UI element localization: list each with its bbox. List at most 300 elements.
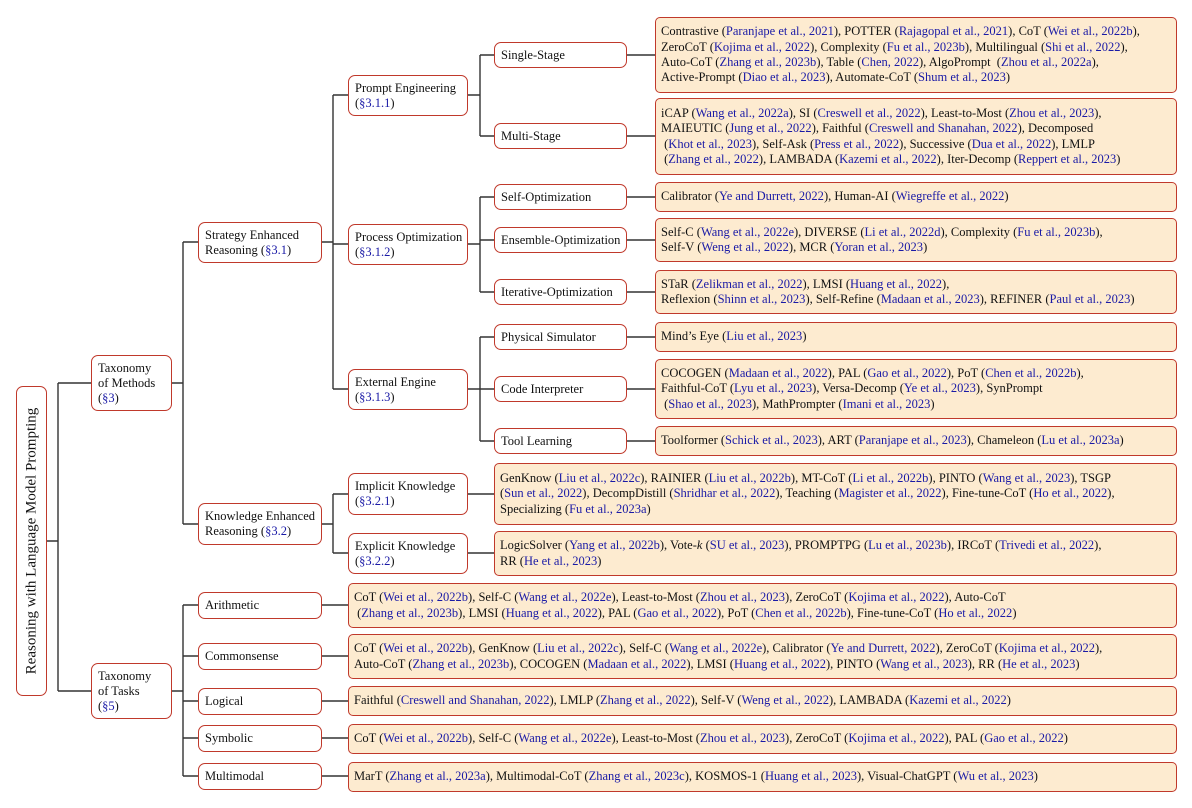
node-label-line: Taxonomy <box>98 360 152 375</box>
method-text: CoT ( <box>354 731 384 746</box>
node-commonsense <box>198 643 322 670</box>
leaf-line <box>661 152 1171 167</box>
citation-link[interactable]: Yoran et al., 2023 <box>834 240 924 254</box>
citation-link[interactable]: Weng et al., 2022 <box>701 240 789 254</box>
node-ensemble-optimization <box>494 227 627 253</box>
citation-link[interactable]: Zhang et al., 2022 <box>600 693 691 708</box>
node-label-line: (§3) <box>98 390 119 405</box>
citation-link[interactable]: Shi et al., 2022 <box>1045 39 1121 54</box>
citation-link[interactable]: Liu et al., 2022c <box>558 470 641 485</box>
citation-link[interactable]: Li et al., 2022b <box>852 470 929 485</box>
node-self-optimization <box>494 184 627 210</box>
node-label-line: (§3.2.1) <box>355 494 395 508</box>
leaf-code-interpreter <box>655 359 1177 419</box>
method-text: ), AlgoPrompt ( <box>919 55 1001 69</box>
leaf-line <box>354 693 1171 708</box>
leaf-ensemble-optimization <box>655 218 1177 262</box>
leaf-line <box>661 366 1171 381</box>
method-text: ), Complexity ( <box>940 224 1018 239</box>
leaf-line <box>661 397 1171 412</box>
leaf-self-optimization <box>655 182 1177 212</box>
method-text: ), PINTO ( <box>928 470 983 485</box>
method-text: ), SI ( <box>788 105 818 120</box>
method-text: ), COCOGEN ( <box>509 656 588 671</box>
leaf-line <box>661 55 1171 70</box>
leaf-line <box>354 657 1171 672</box>
method-text: ), POTTER ( <box>833 24 899 39</box>
citation-link[interactable]: Sun et al., 2022 <box>504 486 583 501</box>
leaf-line <box>661 70 1171 85</box>
method-text: ), ZeroCoT ( <box>935 641 999 656</box>
leaf-implicit-knowledge <box>494 463 1177 525</box>
method-text: Faithful ( <box>354 693 401 708</box>
method-text: ), Table ( <box>816 55 862 69</box>
citation-link[interactable]: Gao et al., 2022 <box>984 731 1064 746</box>
node-label-line: Explicit Knowledge <box>355 538 456 553</box>
connector-task-leaves <box>322 605 348 776</box>
method-text: ), PROMPTPG ( <box>784 538 869 553</box>
method-text: ), DIVERSE ( <box>794 224 865 239</box>
method-text: ), KOSMOS-1 ( <box>684 769 765 784</box>
method-text: ), MathPrompter ( <box>751 396 843 411</box>
citation-link[interactable]: Zhang et al., 2023b <box>719 55 817 69</box>
root-label: Reasoning with Language Model Prompting <box>23 407 39 675</box>
citation-link[interactable]: Imani et al., 2023 <box>842 396 931 411</box>
node-label-line: Multi-Stage <box>501 128 561 143</box>
method-text: ), Auto-CoT <box>944 590 1006 605</box>
citation-link[interactable]: Diao et al., 2023 <box>742 70 826 85</box>
citation-link[interactable]: Wang et al., 2022e <box>518 590 612 605</box>
method-text: Self-V ( <box>661 240 702 254</box>
node-label-line: Tool Learning <box>501 433 572 448</box>
citation-link[interactable]: Press et al., 2022 <box>814 136 900 151</box>
citation-link[interactable]: Creswell and Shanahan, 2022 <box>400 693 550 708</box>
method-text: ) <box>646 501 651 516</box>
citation-link[interactable]: Zhang et al., 2022 <box>668 151 759 166</box>
node-multi-stage <box>494 123 627 149</box>
method-text: GenKnow ( <box>500 470 559 485</box>
citation-link[interactable]: Kojima et al., 2022 <box>998 641 1095 656</box>
citation-link[interactable]: Ho et al., 2022 <box>938 605 1013 620</box>
citation-link[interactable]: Wang et al., 2022e <box>669 641 763 656</box>
citation-link[interactable]: Magister et al., 2022 <box>838 486 942 501</box>
citation-link[interactable]: Khot et al., 2023 <box>668 136 752 151</box>
citation-link[interactable]: Wei et al., 2022b <box>383 641 469 656</box>
citation-link[interactable]: Schick et al., 2023 <box>725 433 818 448</box>
method-text: CoT ( <box>354 590 384 605</box>
citation-link[interactable]: Huang et al., 2022 <box>733 656 826 671</box>
method-text: ), TSGP <box>1070 470 1111 485</box>
method-text: ), <box>1132 24 1140 39</box>
method-text: ), LMSI ( <box>686 656 734 671</box>
citation-link[interactable]: Liu et al., 2022c <box>537 641 619 656</box>
method-text: ), ZeroCoT ( <box>785 731 849 746</box>
node-label-line: Strategy Enhanced <box>205 227 300 242</box>
method-text: ), PAL ( <box>944 731 985 746</box>
node-label-line: External Engine <box>355 374 436 389</box>
method-text: ), <box>1094 105 1102 120</box>
citation-link[interactable]: Yang et al., 2022b <box>569 538 660 553</box>
leaf-line <box>661 329 1171 344</box>
method-text: ) <box>930 396 935 411</box>
method-text: ), Self-C ( <box>468 590 519 605</box>
node-label-line: (§3.1.1) <box>355 95 395 110</box>
connector-root <box>47 383 91 691</box>
method-text: ), Fine-tune-CoT ( <box>941 486 1034 501</box>
method-text: ) <box>1116 151 1121 166</box>
method-text: ), LMSI ( <box>802 276 851 291</box>
method-text: Faithful-CoT ( <box>661 381 735 396</box>
node-label-line: (§3.1.3) <box>355 389 395 404</box>
citation-link[interactable]: Jung et al., 2022 <box>729 121 812 136</box>
citation-link[interactable]: Fu et al., 2023b <box>886 39 965 54</box>
leaf-line <box>661 433 1171 448</box>
citation-link[interactable]: Paranjape et al., 2021 <box>725 24 834 39</box>
citation-link[interactable]: Zhou et al., 2022a <box>1000 55 1092 69</box>
citation-link[interactable]: Ho et al., 2022 <box>1033 486 1108 501</box>
citation-link[interactable]: Weng et al., 2022 <box>741 693 829 708</box>
node-external-engine <box>348 369 468 410</box>
citation-link[interactable]: Shridhar et al., 2022 <box>673 486 776 501</box>
method-text: ( <box>661 151 669 166</box>
citation-link[interactable]: Gao et al., 2022 <box>637 605 717 620</box>
citation-link[interactable]: Wang et al., 2023 <box>880 656 968 671</box>
method-text: Self-C ( <box>661 224 701 239</box>
method-text: RR ( <box>500 553 524 568</box>
method-text: ), <box>1076 365 1084 380</box>
leaf-symbolic <box>348 724 1177 754</box>
node-implicit-knowledge <box>348 473 468 515</box>
method-text: ), LMLP ( <box>549 693 601 708</box>
citation-link[interactable]: Madaan et al., 2023 <box>880 292 980 306</box>
citation-link[interactable]: Zelikman et al., 2022 <box>695 276 803 291</box>
leaf-logical <box>348 686 1177 716</box>
citation-link[interactable]: Fu et al., 2023b <box>1017 224 1096 239</box>
method-text: ), LMLP <box>1051 136 1095 151</box>
citation-link[interactable]: Creswell and Shanahan, 2022 <box>868 121 1018 136</box>
connector-methods <box>172 242 198 524</box>
method-text: COCOGEN ( <box>661 365 729 380</box>
node-logical <box>198 688 322 715</box>
method-text: ), Faithful ( <box>811 121 869 136</box>
root-node <box>16 386 47 696</box>
leaf-line <box>661 277 1171 292</box>
method-text: ) <box>1075 656 1080 671</box>
method-text: ), DecompDistill ( <box>582 486 674 501</box>
method-text: ), Calibrator ( <box>762 641 831 656</box>
node-arithmetic <box>198 592 322 619</box>
method-text: iCAP ( <box>661 105 696 120</box>
citation-link[interactable]: Wang et al., 2023 <box>982 470 1071 485</box>
method-text: ) <box>1130 292 1135 306</box>
leaf-iterative-optimization <box>655 270 1177 314</box>
method-text: ), PINTO ( <box>825 656 881 671</box>
connector-process <box>468 197 494 292</box>
citation-link[interactable]: Wang et al., 2022a <box>695 105 789 120</box>
method-text: ) <box>1005 70 1011 85</box>
leaf-line <box>661 121 1171 136</box>
node-label-line: Single-Stage <box>501 47 565 62</box>
method-text: MarT ( <box>354 769 390 784</box>
method-text: ), PAL ( <box>597 605 638 620</box>
leaf-line <box>500 554 1171 569</box>
method-text: ) <box>1012 605 1017 620</box>
connector-prompt <box>468 55 494 136</box>
node-label-line: Symbolic <box>205 731 253 745</box>
node-label-line: Knowledge Enhanced <box>205 509 316 523</box>
citation-link[interactable]: Zhang et al., 2023b <box>412 656 510 671</box>
method-text: ), Self-V ( <box>690 693 742 708</box>
method-text: Mind’s Eye ( <box>661 329 727 344</box>
leaf-multi-stage <box>655 98 1177 175</box>
node-label-line: Physical Simulator <box>501 329 596 344</box>
citation-link[interactable]: Chen et al., 2022b <box>755 605 847 620</box>
leaf-tool-learning <box>655 426 1177 456</box>
method-text: ), <box>1107 486 1115 501</box>
method-text: ( <box>661 136 669 151</box>
method-text: ), Least-to-Most ( <box>611 731 700 746</box>
leaf-line <box>354 641 1171 656</box>
method-text: ) <box>1063 731 1068 746</box>
citation-link[interactable]: Huang et al., 2022 <box>505 605 598 620</box>
citation-link[interactable]: Ye et al., 2023 <box>903 381 976 396</box>
node-physical-simulator <box>494 324 627 350</box>
citation-link[interactable]: Ye and Durrett, 2022 <box>830 641 936 656</box>
method-text: Toolformer ( <box>661 433 726 448</box>
citation-link[interactable]: Wiegreffe et al., 2022 <box>895 189 1005 204</box>
node-strategy <box>198 222 322 263</box>
node-label-line: Iterative-Optimization <box>501 284 613 299</box>
node-label-line: Reasoning (§3.1) <box>205 242 292 257</box>
method-text: ), Vote- <box>659 538 697 553</box>
citation-link[interactable]: Kazemi et al., 2022 <box>839 151 937 166</box>
leaf-line <box>661 106 1171 121</box>
citation-link[interactable]: Lu et al., 2023b <box>868 538 947 553</box>
method-text: ) <box>597 553 602 568</box>
method-text: ), PoT ( <box>946 365 986 380</box>
method-text: ), Self-C ( <box>468 731 519 746</box>
citation-link[interactable]: Kazemi et al., 2022 <box>909 693 1007 708</box>
method-text: ), Successive ( <box>899 136 972 151</box>
citation-link[interactable]: Wei et al., 2022b <box>383 731 469 746</box>
leaf-line <box>500 502 1171 517</box>
leaf-line <box>500 486 1171 501</box>
method-text: ), CoT ( <box>1008 24 1048 39</box>
method-text: ), Self-Refine ( <box>805 292 881 306</box>
method-text: ), LAMBADA ( <box>828 693 910 708</box>
citation-link[interactable]: Shum et al., 2023 <box>918 70 1006 85</box>
leaf-line <box>661 292 1171 307</box>
node-iterative-optimization <box>494 279 627 305</box>
method-text: ), <box>1094 538 1102 553</box>
method-text: Specializing ( <box>500 501 570 516</box>
leaf-line <box>661 189 1171 204</box>
connector-knowledge <box>322 494 348 553</box>
method-text: ), Least-to-Most ( <box>611 590 700 605</box>
method-text: ( <box>661 396 669 411</box>
leaf-line <box>500 538 1171 553</box>
node-label-line: (§3.1.2) <box>355 244 395 259</box>
leaf-multimodal <box>348 762 1177 792</box>
method-text: ) <box>1119 433 1124 448</box>
citation-link[interactable]: Huang et al., 2022 <box>850 276 943 291</box>
citation-link[interactable]: Rajagopal et al., 2021 <box>898 24 1009 39</box>
citation-link[interactable]: Wei et al., 2022b <box>383 590 469 605</box>
citation-link[interactable]: Li et al., 2022d <box>864 224 941 239</box>
node-knowledge <box>198 503 322 545</box>
citation-link[interactable]: Shinn et al., 2023 <box>717 292 806 306</box>
node-label-line: Commonsense <box>205 649 279 663</box>
citation-link[interactable]: Kojima et al., 2022 <box>848 590 945 605</box>
node-label-line: Code Interpreter <box>501 381 584 396</box>
citation-link[interactable]: Zhou et al., 2023 <box>699 590 786 605</box>
citation-link[interactable]: Paranjape et al., 2023 <box>858 433 967 448</box>
citation-link[interactable]: He et al., 2023 <box>523 553 598 568</box>
node-code-interpreter <box>494 376 627 402</box>
method-text: ZeroCoT ( <box>661 39 714 54</box>
method-text: ), Self-C ( <box>618 641 670 656</box>
method-text: ), <box>1095 224 1103 239</box>
method-text: ), GenKnow ( <box>468 641 538 656</box>
node-methods <box>91 355 172 411</box>
leaf-line <box>661 24 1171 39</box>
method-text: ), Human-AI ( <box>823 189 896 204</box>
citation-link[interactable]: Wu et al., 2023 <box>957 769 1034 784</box>
citation-link[interactable]: Zhou et al., 2023 <box>1009 105 1095 120</box>
method-text: ), <box>1094 641 1103 656</box>
method-text: ), Self-Ask ( <box>751 136 815 151</box>
citation-link[interactable]: Lyu et al., 2023 <box>734 381 813 396</box>
leaf-line <box>354 606 1171 621</box>
method-text: ), <box>1120 39 1128 54</box>
method-text: STaR ( <box>661 276 696 291</box>
leaf-line <box>661 240 1171 255</box>
citation-link[interactable]: Fu et al., 2023a <box>569 501 647 516</box>
method-text: ), Multimodal-CoT ( <box>485 769 589 784</box>
method-text: Active-Prompt ( <box>661 70 743 85</box>
method-text: ) <box>923 240 928 254</box>
citation-link[interactable]: Shao et al., 2023 <box>668 396 752 411</box>
method-text: ), MCR ( <box>788 240 835 254</box>
node-tool-learning <box>494 428 627 454</box>
method-text: ), ZeroCoT ( <box>785 590 849 605</box>
citation-link[interactable]: Zhang et al., 2023a <box>389 769 486 784</box>
method-text: ), <box>1091 55 1099 69</box>
node-single-stage <box>494 42 627 68</box>
node-label-line: of Tasks <box>98 683 140 698</box>
citation-link[interactable]: Creswell et al., 2022 <box>817 105 921 120</box>
citation-link[interactable]: Madaan et al., 2022 <box>728 365 828 380</box>
citation-link[interactable]: Gao et al., 2022 <box>867 365 947 380</box>
citation-link[interactable]: Reppert et al., 2023 <box>1017 151 1117 166</box>
method-text: ( <box>354 605 362 620</box>
method-text: ), LMSI ( <box>458 605 506 620</box>
method-text: ), Automate-CoT ( <box>825 70 919 85</box>
node-label-line: Taxonomy <box>98 668 152 683</box>
method-text: ( <box>702 538 710 553</box>
citation-link[interactable]: He et al., 2023 <box>1002 656 1076 671</box>
node-label-line: Implicit Knowledge <box>355 479 456 493</box>
method-text: ), Least-to-Most ( <box>920 105 1010 120</box>
method-text: ), Multilingual ( <box>964 39 1046 54</box>
method-text: ), Iter-Decomp ( <box>936 151 1018 166</box>
node-label-line: Ensemble-Optimization <box>501 232 621 247</box>
leaf-arithmetic <box>348 583 1177 628</box>
node-label-line: Self-Optimization <box>501 189 592 204</box>
leaf-line <box>661 381 1171 396</box>
method-text: ), <box>942 276 950 291</box>
node-prompt-engineering <box>348 75 468 116</box>
citation-link[interactable]: Zhang et al., 2023c <box>588 769 685 784</box>
citation-link[interactable]: Liu et al., 2022b <box>708 470 791 485</box>
leaf-line <box>661 40 1171 55</box>
citation-link[interactable]: Lu et al., 2023a <box>1041 433 1120 448</box>
node-label-line: of Methods <box>98 375 156 390</box>
citation-link[interactable]: SU et al., 2023 <box>709 538 785 553</box>
node-label-line: Reasoning (§3.2) <box>205 524 292 538</box>
connector-tasks <box>172 605 198 776</box>
node-label-line: Multimodal <box>205 769 265 783</box>
method-text: Auto-CoT ( <box>354 656 413 671</box>
citation-link[interactable]: Dua et al., 2022 <box>971 136 1052 151</box>
leaf-explicit-knowledge <box>494 531 1177 576</box>
citation-link[interactable]: Wang et al., 2022e <box>700 224 794 239</box>
method-text: ), Fine-tune-CoT ( <box>846 605 939 620</box>
leaf-line <box>661 225 1171 240</box>
leaf-line <box>354 731 1171 746</box>
method-text: ) <box>1006 693 1011 708</box>
citation-link[interactable]: Wang et al., 2022e <box>518 731 612 746</box>
node-explicit-knowledge <box>348 533 468 574</box>
citation-link[interactable]: Kojima et al., 2022 <box>713 39 811 54</box>
method-text: Reflexion ( <box>661 292 718 306</box>
node-symbolic <box>198 725 322 752</box>
connector-external <box>468 337 494 441</box>
node-process-optimization <box>348 224 468 265</box>
method-text: ), Visual-ChatGPT ( <box>856 769 958 784</box>
method-text: Contrastive ( <box>661 24 726 39</box>
citation-link[interactable]: Chen et al., 2022b <box>985 365 1077 380</box>
citation-link[interactable]: Ye and Durrett, 2022 <box>718 189 824 204</box>
citation-link[interactable]: Zhang et al., 2023b <box>361 605 459 620</box>
citation-link[interactable]: Trivedi et al., 2022 <box>999 538 1095 553</box>
leaf-line <box>354 769 1171 784</box>
citation-link[interactable]: Wei et al., 2022b <box>1047 24 1133 39</box>
method-text: ) <box>1033 769 1038 784</box>
leaf-line <box>500 471 1171 486</box>
citation-link[interactable]: Kojima et al., 2022 <box>848 731 945 746</box>
citation-link[interactable]: Chen, 2022 <box>861 55 920 69</box>
citation-link[interactable]: Huang et al., 2023 <box>764 769 857 784</box>
node-tasks <box>91 663 172 719</box>
method-text: ), Versa-Decomp ( <box>812 381 904 396</box>
method-text: ), Teaching ( <box>775 486 839 501</box>
citation-link[interactable]: Zhou et al., 2023 <box>699 731 786 746</box>
citation-link[interactable]: Paul et al., 2023 <box>1049 292 1131 306</box>
citation-link[interactable]: Madaan et al., 2022 <box>587 656 687 671</box>
method-text: Calibrator ( <box>661 189 719 204</box>
method-text: ), RR ( <box>967 656 1003 671</box>
method-text: ), IRCoT ( <box>946 538 1000 553</box>
method-text: ), Chameleon ( <box>966 433 1042 448</box>
citation-link[interactable]: Liu et al., 2023 <box>726 329 803 344</box>
method-text: LogicSolver ( <box>500 538 570 553</box>
node-label-line: (§3.2.2) <box>355 553 395 568</box>
node-label-line: Arithmetic <box>205 598 260 612</box>
method-text: ), SynPrompt <box>975 381 1043 396</box>
node-label-line: Logical <box>205 694 244 708</box>
method-text: ), MT-CoT ( <box>790 470 853 485</box>
